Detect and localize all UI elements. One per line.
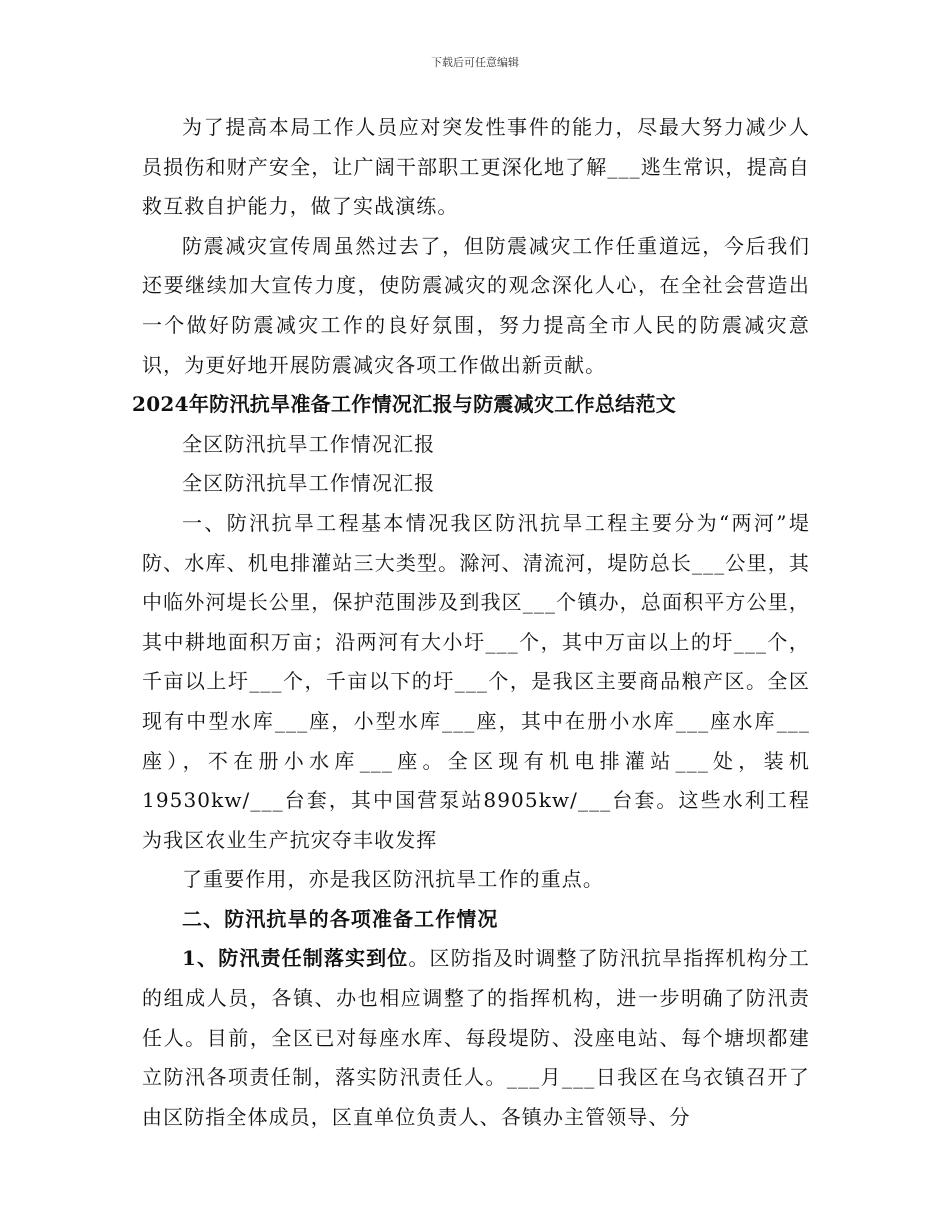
paragraph-drill: 为了提高本局工作人员应对突发性事件的能力，尽最大努力减少人员损伤和财产安全，让广阔干部职工更深化地了解___逃生常识，提高自救互救自护能力，做了实战演练。	[142, 115, 810, 219]
page-header: 下载后可任意编辑	[431, 56, 519, 69]
paragraph-continuation: 了重要作用，亦是我区防汛抗旱工作的重点。	[182, 867, 604, 892]
responsibility-text: 。区防指及时调整了防汛抗旱指挥机构分工的组成人员，各镇、办也相应调整了的指挥机构，进一步明确了防汛责任人。目前，全区已对每座水库、每段堤防、没座电站、每个塘坝都建立防汛各项责任制，落实防汛责任人。___月___日我区在乌衣镇召开了由区防指全体成员，区直单位负责人、各镇办主管领导、分	[142, 946, 810, 1129]
paragraph-report-title-2: 全区防汛抗旱工作情况汇报	[182, 471, 436, 496]
section-heading-preparation: 二、防汛抗旱的各项准备工作情况	[182, 906, 499, 931]
paragraph-engineering-overview: 一、防汛抗旱工程基本情况我区防汛抗旱工程主要分为“两河”堤防、水库、机电排灌站三大类型。滁河、清流河，堤防总长___公里，其中临外河堤长公里，保护范围涉及到我区___个镇办，总面积平方公里，其中耕地面积万亩；沿两河有大小圩___个，其中万亩以上的圩___个，千亩以上圩___个，千亩以下的圩___个，是我区主要商品粮产区。全区现有中型水库___座，小型水库___座，其中在册小水库___座水库___座），不在册小水库___座。全区现有机电排灌站___处，装机19530kw/___台套，其中国营泵站8905kw/___台套。这些水利工程为我区农业生产抗灾夺丰收发挥	[142, 510, 810, 852]
paragraph-report-title-1: 全区防汛抗旱工作情况汇报	[182, 431, 436, 456]
paragraph-earthquake-summary: 防震减灾宣传周虽然过去了，但防震减灾工作任重道远，今后我们还要继续加大宣传力度，使防震减灾的观念深化人心，在全社会营造出一个做好防震减灾工作的良好氛围，努力提高全市人民的防震减灾意识，为更好地开展防震减灾各项工作做出新贡献。	[142, 233, 810, 377]
paragraph-responsibility	[142, 939, 810, 1137]
document-body	[132, 108, 810, 1137]
document-title: 2024年防汛抗旱准备工作情况汇报与防震减灾工作总结范文	[132, 392, 677, 417]
responsibility-lead: 1、防汛责任制落实到位	[182, 946, 409, 971]
